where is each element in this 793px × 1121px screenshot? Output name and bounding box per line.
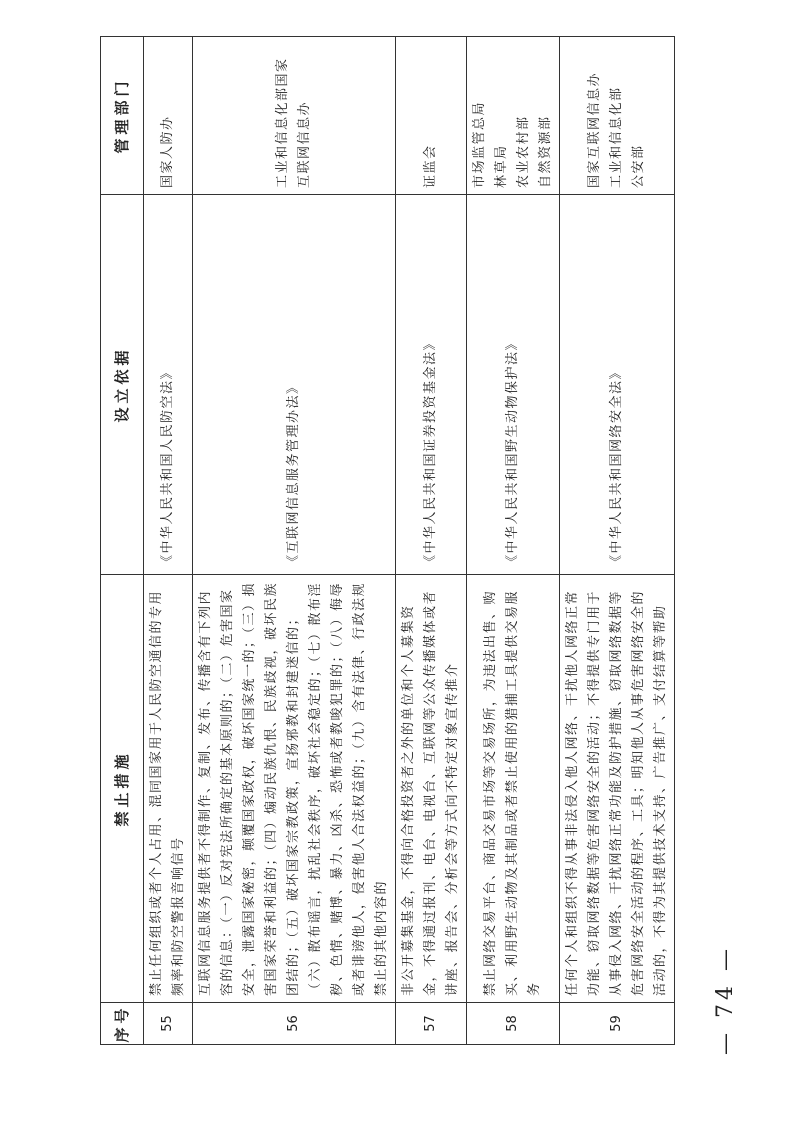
row-number: 55 xyxy=(144,1003,193,1045)
row-number: 59 xyxy=(560,1003,675,1045)
rotated-table-wrapper xyxy=(100,37,668,1045)
row-dept xyxy=(467,37,560,195)
prohibition-table xyxy=(100,36,675,1045)
header-no: 序号 xyxy=(101,1003,144,1045)
page-number: — 74 — xyxy=(713,945,738,1055)
dept-line: 国家互联网信息办 xyxy=(587,71,602,188)
table-row xyxy=(193,37,396,1045)
row-number: 58 xyxy=(467,1003,560,1045)
row-basis: 《中华人民共和国人民防空法》 xyxy=(144,195,193,575)
row-measure: 非公开募集基金，不得向合格投资者之外的单位和个人募集资金，不得通过报刊、电台、电视台、互联网等公众传播媒体或者讲座、报告会、分析会等方式向不特定对象宣传推介 xyxy=(396,575,467,1003)
dept-line: 农业农村部 xyxy=(516,115,531,188)
table-row xyxy=(467,37,560,1045)
row-basis: 《互联网信息服务管理办法》 xyxy=(193,195,396,575)
table-row xyxy=(144,37,193,1045)
row-dept xyxy=(396,37,467,195)
row-basis: 《中华人民共和国证券投资基金法》 xyxy=(396,195,467,575)
row-measure: 禁止网络交易平台、商品交易市场等交易场所，为违法出售、购买、利用野生动物及其制品或者禁止使用的猎捕工具提供交易服务 xyxy=(467,575,560,1003)
dept-line: 国家人防办 xyxy=(160,115,175,188)
header-dept: 管理部门 xyxy=(101,37,144,195)
row-number: 57 xyxy=(396,1003,467,1045)
row-measure: 禁止任何组织或者个人占用、混同国家用于人民防空通信的专用频率和防空警报音响信号 xyxy=(144,575,193,1003)
dept-line: 工业和信息化部国家 xyxy=(275,57,290,188)
row-basis: 《中华人民共和国网络安全法》 xyxy=(560,195,675,575)
header-basis: 设立依据 xyxy=(101,195,144,575)
dept-line: 互联网信息办 xyxy=(297,100,312,188)
dept-line: 市场监管总局 xyxy=(472,100,487,188)
dept-line: 证监会 xyxy=(423,144,438,188)
row-basis: 《中华人民共和国野生动物保护法》 xyxy=(467,195,560,575)
row-number: 56 xyxy=(193,1003,396,1045)
dept-line: 自然资源部 xyxy=(538,115,553,188)
header-measure: 禁止措施 xyxy=(101,575,144,1003)
row-dept xyxy=(560,37,675,195)
table-row xyxy=(396,37,467,1045)
dept-line: 工业和信息化部 xyxy=(609,86,624,188)
row-dept xyxy=(144,37,193,195)
row-measure: 互联网信息服务提供者不得制作、复制、发布、传播含有下列内容的信息：（一）反对宪法所确定的基本原则的；（二）危害国家安全，泄露国家秘密，颠覆国家政权，破坏国家统一的；（三）损害国家荣誉和利益的；（四）煽动民族仇恨、民族歧视，破坏民族团结的；（五）破坏国家宗教政策，宣扬邪教和封建迷信的；（六）散布谣言，扰乱社会秩序，破坏社会稳定的；（七）散布淫秽、色情、赌博、暴力、凶杀、恐怖或者教唆犯罪的；（八）侮辱或者诽谤他人，侵害他人合法权益的；（九）含有法律、行政法规禁止的其他内容的 xyxy=(193,575,396,1003)
row-dept xyxy=(193,37,396,195)
row-measure: 任何个人和组织不得从事非法侵入他人网络、干扰他人网络正常功能、窃取网络数据等危害网络安全的活动；不得提供专门用于从事侵入网络、干扰网络正常功能及防护措施、窃取网络数据等危害网络安全活动的程序、工具；明知他人从事危害网络安全的活动的，不得为其提供技术支持、广告推广、支付结算等帮助 xyxy=(560,575,675,1003)
dept-line: 林草局 xyxy=(494,144,509,188)
table-header-row xyxy=(101,37,144,1045)
table-row xyxy=(560,37,675,1045)
dept-line: 公安部 xyxy=(631,144,646,188)
